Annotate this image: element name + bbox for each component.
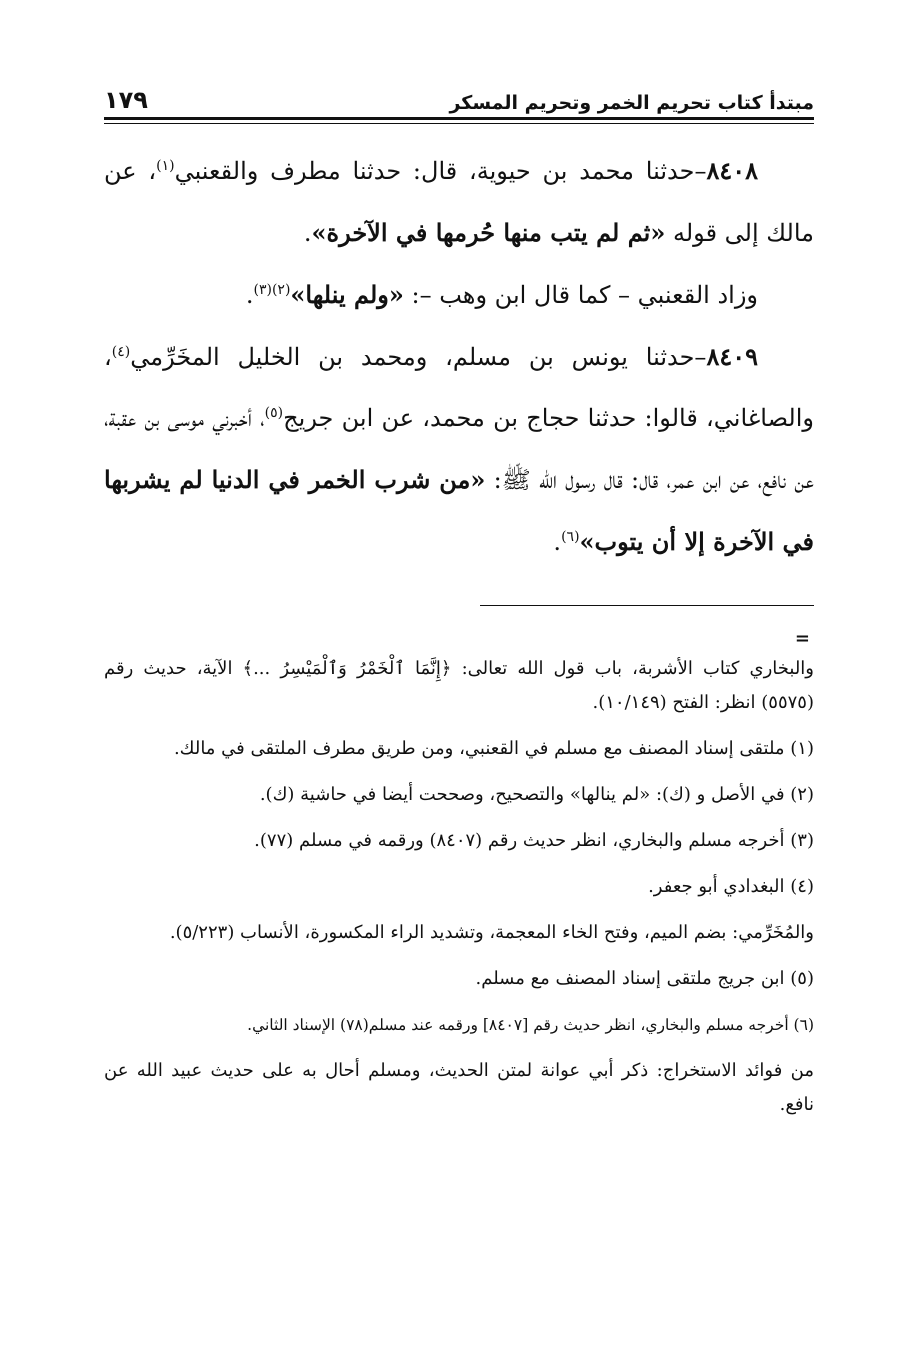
hadith-number: ٨٤٠٩ — [706, 342, 758, 371]
hadith-number: ٨٤٠٨ — [706, 156, 758, 185]
main-text — [104, 140, 814, 573]
footnote-ref[interactable]: (١) — [156, 158, 175, 174]
footnote-4-detail: والمُخَرِّمي: بضم الميم، وفتح الخاء المعجمة، وتشديد الراء المكسورة، الأنساب (٥/٢٢٣). — [169, 922, 814, 943]
isnad-text: –حدثنا يونس بن مسلم، ومحمد بن الخليل المخَرِّمي — [130, 343, 707, 371]
ziyada-text: وزاد القعنبي – كما قال ابن وهب –: — [403, 281, 758, 309]
footnote-continuation: والبخاري كتاب الأشربة، باب قول الله تعالى: ﴿إِنَّمَا ٱلْخَمْرُ وَٱلْمَيْسِرُ ...﴾ الآية، حديث رقم (٥٥٧٥) انظر: الفتح (١٠/١٤٩). — [104, 658, 814, 713]
footnotes — [104, 652, 814, 1122]
page-header — [104, 80, 814, 114]
footnote-1: (١) ملتقى إسناد المصنف مع مسلم في القعنبي، ومن طريق مطرف الملتقى في مالك. — [173, 738, 814, 759]
running-title: مبتدأ كتاب تحريم الخمر وتحريم المسكر — [449, 92, 814, 114]
matn-quote: «ثم لم يتب منها حُرمها في الآخرة» — [311, 218, 666, 247]
footnote-ref[interactable]: (٢) — [271, 282, 291, 298]
isnad-text: ، أخبرني موسى بن عقبة، عن نافع، عن ابن عمر، قال: قال رسول الله ﷺ: — [104, 404, 814, 494]
page-number: ١٧٩ — [104, 86, 148, 114]
punctuation: . — [245, 281, 254, 309]
hadith-8409 — [104, 326, 814, 573]
footnote-ref[interactable]: (٦) — [561, 529, 580, 545]
footnote-separator — [480, 605, 814, 606]
isnad-text: ، والصاغاني، قالوا: حدثنا حجاج بن محمد، عن ابن جريج — [104, 343, 815, 432]
footnote-continuation-marker: = — [794, 628, 810, 649]
matn-quote: «ولم ينلها» — [290, 280, 404, 309]
ziyada-paragraph — [104, 264, 814, 326]
footnote-5: (٥) ابن جريج ملتقى إسناد المصنف مع مسلم. — [475, 968, 814, 989]
fawaid-note: من فوائد الاستخراج: ذكر أبي عوانة لمتن الحديث، ومسلم أحال به على حديث عبيد الله عن نافع. — [104, 1060, 814, 1115]
hadith-8408 — [104, 140, 814, 264]
punctuation: . — [553, 528, 562, 556]
punctuation: . — [303, 219, 312, 247]
header-rule-thin — [104, 123, 814, 124]
isnad-text: ، عن مالك إلى قوله — [104, 157, 814, 247]
isnad-text: –حدثنا محمد بن حيوية، قال: حدثنا مطرف والقعنبي — [174, 157, 707, 185]
header-rule-thick — [104, 117, 814, 120]
footnote-6: (٦) أخرجه مسلم والبخاري، انظر حديث رقم [٨٤٠٧] ورقمه عند مسلم(٧٨) الإسناد الثاني. — [247, 1016, 814, 1034]
matn-quote: «من شرب الخمر في الدنيا لم يشربها في الآخرة إلا أن يتوب» — [104, 465, 814, 556]
footnote-ref[interactable]: (٣) — [253, 282, 272, 298]
footnote-3: (٣) أخرجه مسلم والبخاري، انظر حديث رقم (٨٤٠٧) ورقمه في مسلم (٧٧). — [254, 830, 814, 851]
footnote-4: (٤) البغدادي أبو جعفر. — [648, 876, 814, 897]
footnote-ref[interactable]: (٥) — [264, 405, 284, 421]
footnote-2: (٢) في الأصل و (ك): «لم ينالها» والتصحيح، وصححت أيضا في حاشية (ك). — [259, 784, 814, 805]
footnote-ref[interactable]: (٤) — [111, 344, 131, 360]
